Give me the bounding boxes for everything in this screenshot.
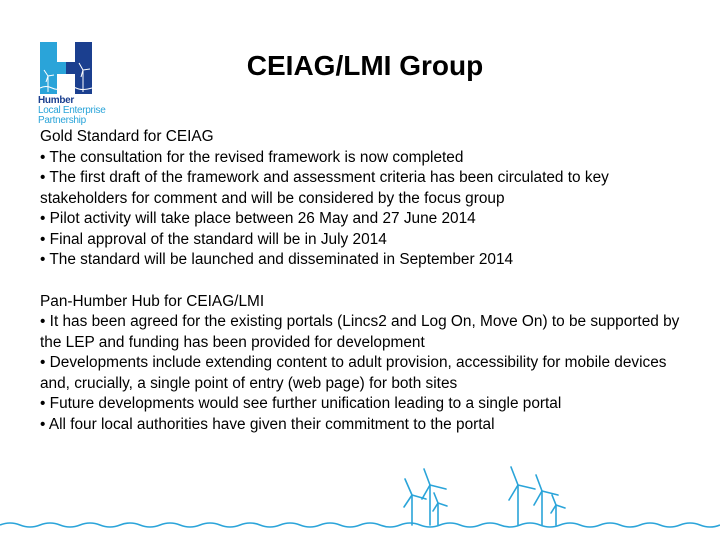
slide-title: CEIAG/LMI Group <box>246 50 484 81</box>
wind-turbine-icon <box>509 467 535 525</box>
wave-line <box>0 523 720 527</box>
wind-turbine-icon <box>551 495 565 525</box>
section-pan-humber-hub <box>40 292 700 436</box>
bullet-item: • Final approval of the standard will be in July 2014 <box>40 230 387 248</box>
slide-body <box>40 127 700 435</box>
bullet-item: • It has been agreed for the existing portals (Lincs2 and Log On, Move On) to be supported by the LEP and funding has been provided for development <box>40 313 680 351</box>
bullet-item: • The consultation for the revised framework is now completed <box>40 148 464 166</box>
bullet-item: • Future developments would see further unification leading to a single portal <box>40 395 562 412</box>
wind-turbine-icon <box>404 479 426 525</box>
logo-line-local-enterprise: Local Enterprise <box>38 105 106 116</box>
bullet-item: • The standard will be launched and disseminated in September 2014 <box>40 251 514 268</box>
wind-turbine-icon <box>422 469 446 525</box>
section-gold-standard <box>40 127 700 271</box>
bullet-item: • The first draft of the framework and assessment criteria has been circulated to key stakeholders for comment and will be considered by the focus group <box>40 169 609 207</box>
footer-wind-turbines-wave <box>0 455 720 540</box>
logo-wordmark <box>38 96 105 126</box>
bullet-item: • Pilot activity will take place between 26 May and 27 June 2014 <box>40 210 476 227</box>
bullet-item: • Developments include extending content to adult provision, accessibility for mobile devices and, crucially, a single point of entry (web page) for both sites <box>40 354 667 392</box>
humber-lep-logo <box>38 40 130 124</box>
logo-line-partnership: Partnership <box>38 115 86 126</box>
bullet-item: • All four local authorities have given their commitment to the portal <box>40 415 495 433</box>
section-heading: Gold Standard for CEIAG <box>40 128 214 145</box>
section-heading: Pan-Humber Hub for CEIAG/LMI <box>40 292 265 310</box>
wind-turbine-icon <box>433 493 447 525</box>
logo-line-humber: Humber <box>38 95 74 106</box>
humber-h-logo-icon <box>38 40 94 96</box>
